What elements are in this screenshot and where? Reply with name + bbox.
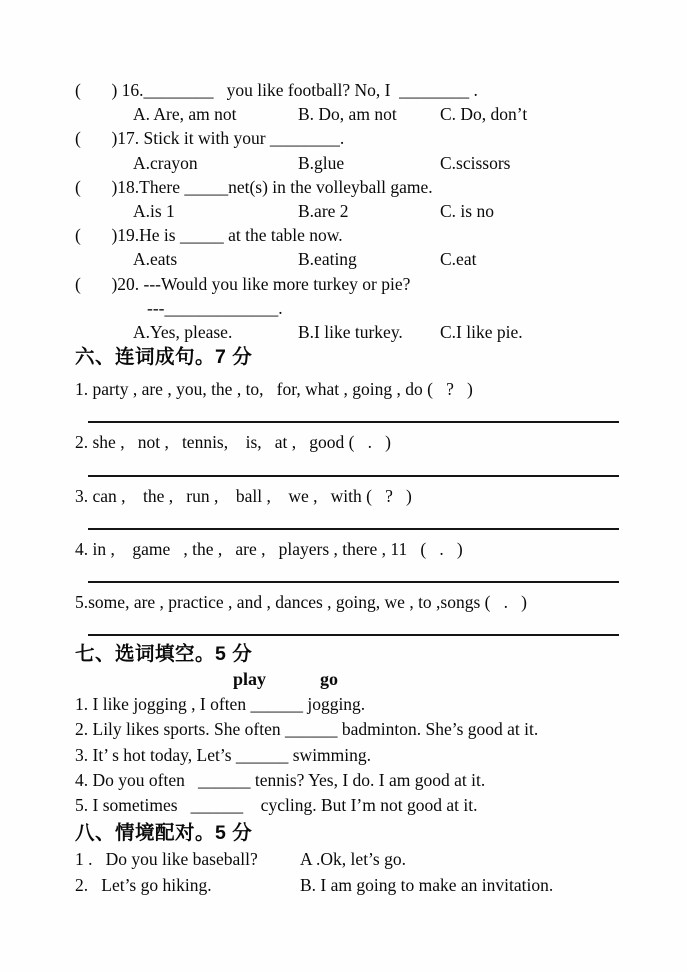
mc-question-16-stem: ( ) 16.________ you like football? No, I ________ .: [75, 80, 478, 100]
rearrange-item-5: 5.some, are , practice , and , dances , going, we , to ,songs ( . ): [75, 592, 527, 613]
rearrange-item-2: 2. she , not , tennis, is, at , good ( . ): [75, 432, 391, 453]
option-c: C.scissors: [440, 152, 511, 173]
option-b: B.glue: [298, 152, 345, 173]
fill-blank-item-1: 1. I like jogging , I often ______ jogging.: [75, 694, 366, 715]
answer-line: [88, 528, 619, 530]
option-c: C. is no: [440, 201, 494, 222]
answer-line: [88, 581, 619, 583]
mc-question-20-stem: ( )20. ---Would you like more turkey or pie?: [75, 273, 411, 294]
answer-line: [88, 475, 619, 477]
option-a: A.is 1: [133, 201, 175, 222]
matching-left-2: 2. Let’s go hiking.: [75, 875, 212, 896]
matching-right-b: B. I am going to make an invitation.: [300, 875, 554, 896]
mc-question-17-options: [75, 151, 647, 175]
answer-line: [88, 421, 619, 423]
option-c: C. Do, don’t: [440, 104, 528, 125]
fill-blank-item-4: 4. Do you often ______ tennis? Yes, I do. I am good at it.: [75, 769, 486, 790]
option-c: C.eat: [440, 249, 477, 270]
option-b: B.are 2: [298, 201, 349, 222]
mc-question-16-options: [75, 102, 647, 126]
section-six-heading: 六、连词成句。7 分: [75, 346, 253, 369]
word-bank-play: play: [233, 669, 267, 690]
option-b: B.I like turkey.: [298, 322, 403, 343]
mc-question-18-stem: ( )18.There _____net(s) in the volleyball game.: [75, 176, 433, 197]
option-b: B.eating: [298, 249, 357, 270]
option-a: A.crayon: [133, 152, 198, 173]
option-c: C.I like pie.: [440, 322, 523, 343]
matching-row-1: [75, 846, 647, 872]
rearrange-item-1: 1. party , are , you, the , to, for, what , going , do ( ? ): [75, 379, 473, 400]
word-bank-go: go: [320, 669, 339, 690]
fill-blank-item-3: 3. It’ s hot today, Let’s ______ swimming.: [75, 744, 372, 765]
matching-row-2: [75, 872, 647, 898]
section-multiple-choice: [75, 78, 647, 344]
fill-blank-item-2: 2. Lily likes sports. She often ______ badminton. She’s good at it.: [75, 719, 539, 740]
mc-question-19-stem: ( )19.He is _____ at the table now.: [75, 225, 343, 246]
section-eight-matching: [75, 820, 647, 898]
word-bank: [75, 667, 647, 692]
answer-line: [88, 634, 619, 636]
rearrange-item-3: 3. can , the , run , ball , we , with ( ? ): [75, 485, 412, 506]
matching-right-a: A .Ok, let’s go.: [300, 849, 406, 870]
option-a: A. Are, am not: [133, 104, 237, 125]
section-six-rearrange-words: [75, 344, 647, 636]
mc-question-18-options: [75, 199, 647, 223]
rearrange-item-4: 4. in , game , the , are , players , there , 11 ( . ): [75, 538, 463, 559]
option-a: A.eats: [133, 249, 178, 270]
mc-question-20-reply-blank: ---_____________.: [147, 297, 283, 318]
matching-left-1: 1 . Do you like baseball?: [75, 849, 258, 870]
mc-question-19-options: [75, 247, 647, 271]
option-a: A.Yes, please.: [133, 322, 233, 343]
section-eight-heading: 八、情境配对。5 分: [75, 822, 253, 845]
mc-question-20-options: [75, 320, 647, 344]
fill-blank-item-5: 5. I sometimes ______ cycling. But I’m not good at it.: [75, 795, 478, 816]
option-b: B. Do, am not: [298, 104, 397, 125]
section-seven-heading: 七、选词填空。5 分: [75, 643, 253, 666]
section-seven-fill-blanks: [75, 641, 647, 818]
mc-question-17-stem: ( )17. Stick it with your ________.: [75, 128, 345, 149]
